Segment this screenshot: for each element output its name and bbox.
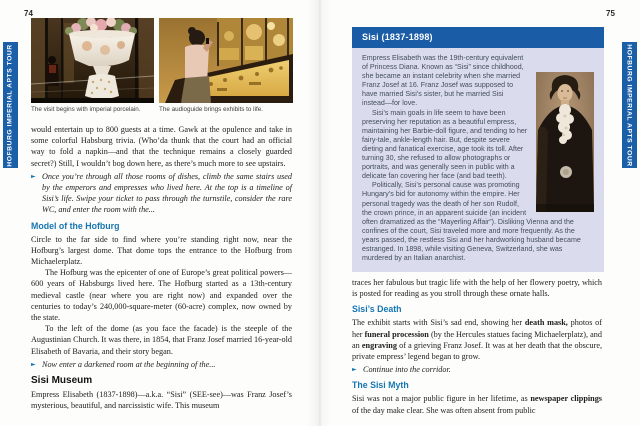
chapter-side-tab-left bbox=[3, 42, 18, 168]
paragraph: would entertain up to 800 guests at a time. Gawk at the opulence and take in some colorful Habsburg trivia. (Who’da thunk that the court had an official way to fold a napkin—and that the technique remains a closely guarded secret?) Still, I wouldn’t bog down here, as there’s much more to see upstairs. bbox=[31, 125, 292, 168]
paragraph: traces her fabulous but tragic life with the help of her flowery poetry, which is posted for reading as you stroll through these ornate halls. bbox=[352, 278, 602, 299]
sidebar-paragraph: Politically, Sisi’s personal cause was promoting Hungary’s bid for autonomy within the empire. Her personal tragedy was the death of her son Rudolf, the crown prince, in an apparent suicide (an incident often dramatized as the “Mayerling Affair”). Disliking Vienna and the confines of the court, Sisi traveled more and more frequently. As the years passed, the restless Sisi and her hardworking husband became estranged. In 1898, while visiting Geneva, Switzerland, she was murdered by an Italian anarchist. bbox=[362, 181, 581, 263]
right-page-text-column bbox=[352, 277, 602, 416]
audioguide-photo bbox=[159, 18, 293, 103]
chapter-side-tab-right-label: HOFBURG IMPERIAL APTS TOUR bbox=[626, 43, 634, 167]
audioguide-photo-caption: The audioguide brings exhibits to life. bbox=[159, 106, 263, 113]
paragraph: Sisi was not a major public figure in her lifetime, as newspaper clippings of the day make clear. She was often absent from public bbox=[352, 394, 602, 415]
chapter-side-tab-left-label: HOFBURG IMPERIAL APTS TOUR bbox=[7, 43, 15, 167]
paragraph: Circle to the far side to find where you’re standing right now, near the Hofburg’s largest dome. That dome tops the entrance to the Hofburg from Michaelerplatz. bbox=[31, 234, 292, 267]
porcelain-photo-caption: The visit begins with imperial porcelain. bbox=[31, 106, 141, 113]
paragraph: Empress Elisabeth (1837-1898)—a.k.a. “Sisi” (SEE-see)—was Franz Josef’s mysterious, beautiful, and narcissistic wife. This museum bbox=[31, 390, 292, 411]
walking-direction-note: ► Now enter a darkened room at the beginning of the... bbox=[31, 359, 216, 369]
sidebar-box-title: Sisi (1837-1898) bbox=[352, 27, 604, 48]
book-spine-shadow bbox=[308, 0, 332, 426]
sidebar-paragraph: Empress Elisabeth was the 19th-century equivalent of Princess Diana. Known as “Sisi” since childhood, she became an instant celebrity when she married Franz Josef at 16. Franz Josef was supposed to have married Sisi’s sister, but he married Sisi instead—for love. bbox=[362, 54, 524, 108]
bullet-arrow-icon: ► bbox=[31, 360, 36, 368]
imperial-porcelain-photo bbox=[31, 18, 154, 103]
paragraph: The exhibit starts with Sisi’s sad end, showing her death mask, photos of her funeral procession (by the Hercules statues facing Michaelerplatz), and an engraving of a grieving Franz Josef. It was at her death that the obscure, private empress’ legend began to grow. bbox=[352, 318, 603, 362]
sisi-sidebar-box bbox=[352, 27, 604, 272]
section-heading-the-sisi-myth: The Sisi Myth bbox=[352, 380, 409, 391]
photo-row bbox=[31, 18, 293, 114]
walking-direction-note: ► Once you’re through all those rooms of dishes, climb the same stairs used by the emperors and empresses who lived here. At the top is a timeline of Sisi’s life. Swipe your ticket to pass through the turnstile, consider the rare WC, and enter the room with the... bbox=[31, 171, 292, 215]
paragraph: The Hofburg was the epicenter of one of Europe’s great political powers—600 years of Habsburgs lived here. The Hofburg started as a 13th-century medieval castle (near where you are right now) and expanded over the centuries to today’s 240,000-square-meter (60-acre) complex, now owned by the state. bbox=[31, 268, 292, 323]
chapter-side-tab-right bbox=[622, 42, 637, 168]
section-heading-sisis-death: Sisi’s Death bbox=[352, 304, 402, 315]
page-number-left: 74 bbox=[24, 9, 33, 18]
section-heading-model-of-the-hofburg: Model of the Hofburg bbox=[31, 220, 120, 231]
sidebar-box-body bbox=[352, 48, 604, 272]
sisi-portrait-photo bbox=[536, 72, 594, 212]
sidebar-paragraph: Sisi’s main goals in life seem to have been preserving her reputation as a beautiful empress, maintaining her Barbie-doll figure, and tending to her fairy-tale, ankle-length hair. But, despite severe dieting and fanatical exercise, age took its toll. After turning 30, she refused to allow photographs or portraits, and was generally seen in public with a delicate fan covering her face (and bad teeth). bbox=[362, 108, 528, 181]
bullet-arrow-icon: ► bbox=[31, 172, 36, 180]
section-heading-sisi-museum: Sisi Museum bbox=[31, 375, 93, 387]
page-number-right: 75 bbox=[606, 9, 615, 18]
paragraph: To the left of the dome (as you face the facade) is the steeple of the Augustinian Church. It was there, in 1854, that Franz Josef married 16-year-old Elisabeth of Bavaria, and their story began. bbox=[31, 324, 292, 356]
left-page-text-column bbox=[31, 124, 292, 411]
walking-direction-note: ► Continue into the corridor. bbox=[352, 365, 451, 375]
audioguide-photo-figure bbox=[159, 18, 293, 114]
bullet-arrow-icon: ► bbox=[352, 366, 357, 374]
porcelain-photo-figure bbox=[31, 18, 154, 114]
